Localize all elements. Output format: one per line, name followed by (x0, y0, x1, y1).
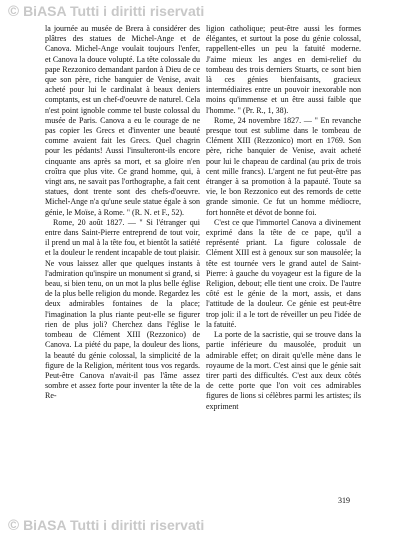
paragraph: C'est ce que l'immortel Canova a divinement exprimé dans la tête de ce pape, qu'il a représenté priant. La figure colossale de Clément XIII est à genoux sur son mausolée; la tête est tournée vers le grand autel de Saint-Pierre: à gauche du voyageur est la figure de la Religion, debout; elle tient une croix. De l'autre côté est le génie de la mort, assis, et dans l'attitude de la douleur. Ce génie est peut-être trop joli: il a le tort de réveiller un peu l'idée de la fatuité. (206, 217, 361, 329)
left-column (45, 24, 200, 402)
copyright-symbol: © (8, 516, 20, 534)
page-number: 319 (338, 496, 350, 505)
paragraph: Rome, 24 novembre 1827. — " En revanche presque tout est sublime dans le tombeau de Clément XIII (Rezzonico) mort en 1769. Son père, riche banquier de Venise, avait acheté pour lui le chapeau de cardinal (au prix de trois cent mille francs). L'argent ne fut peut-être pas étranger à sa promotion à la papauté. Toute sa vie, le bon Rezzonico eut des remords de cette grande simonie. Ce fut un homme médiocre, fort honnête et dévot de bonne foi. (206, 115, 361, 217)
watermark-text: BiASA Tutti i diritti riservati (23, 3, 205, 19)
paragraph: la journée au musée de Brera à considérer des plâtres des statues de Michel-Ange et de Canova. Michel-Ange voulait toujours l'enfer, et Canova la douce volupté. La tête colossale du pape Rezzonico demandant pardon à Dieu de ce que son père, riche banquier de Venise, avait acheté pour lui le cardinalat à beaux deniers comptants, est un chef-d'oeuvre de naturel. Cela n'est point ignoble comme tel buste colossal du musée de Paris. Canova a eu le courage de ne pas copier les Grecs et d'inventer une beauté comme avaient fait les Grecs. Quel chagrin pour les pédants! Aussi l'insulteront-ils encore cinquante ans après sa mort, et sa gloire n'en croîtra que plus vite. Ce grand homme, qui, à vingt ans, ne savait pas l'orthographe, a fait cent statues, dont trente sont des chefs-d'oeuvre. Michel-Ange n'a qu'une seule statue égale à son génie, le Moïse, à Rome. " (R. N. et F., 52). (45, 24, 200, 217)
watermark-text: BiASA Tutti i diritti riservati (23, 517, 205, 533)
watermark-bottom (8, 516, 204, 534)
paragraph: Rome, 20 août 1827. — " Si l'étranger qui entre dans Saint-Pierre entreprend de tout voir, il prend un mal à la tête fou, et bientôt la satiété et la douleur le rendent incapable de tout plaisir. Ne vous laissez aller que quelques instants à l'admiration qu'inspire un monument si grand, si beau, si bien tenu, on un mot la plus belle église de la plus belle religion du monde. Regardez les deux admirables fontaines de la place; l'imagination la plus riante peut-elle se figurer rien de plus joli? Cherchez dans l'église le tombeau de Clément XIII (Rezzonico) de Canova. La piété du pape, la douleur des lions, la beauté du génie colossal, la simplicité de la figure de la Religion, méritent tous vos regards. Peut-être Canova n'avait-il pas l'âme assez sombre et assez forte pour inventer la tête de la Re- (45, 217, 200, 401)
copyright-symbol: © (8, 2, 20, 20)
watermark-top (8, 2, 204, 20)
right-column (206, 24, 361, 412)
paragraph: La porte de la sacristie, qui se trouve dans la partie inférieure du mausolée, produit un admirable effet; on dirait qu'elle mène dans le royaume de la mort. C'est ainsi que le génie sait tirer parti des difficultés. C'est aux deux côtés de cette porte que l'on voit ces admirables figures de lions si célèbres parmi les artistes; ils expriment (206, 330, 361, 411)
paragraph: ligion catholique; peut-être aussi les formes élégantes, et surtout la pose du génie colossal, rappellent-elles un peu la fatuité moderne. J'aime mieux les anges en demi-relief du tombeau des trois derniers Stuarts, ce sont bien là ces génies bienfaisants, gracieux intermédiaires entre un pouvoir inexorable non moins qu'immense et un être aussi faible que l'homme. " (Pr. R., 1, 38). (206, 24, 361, 115)
